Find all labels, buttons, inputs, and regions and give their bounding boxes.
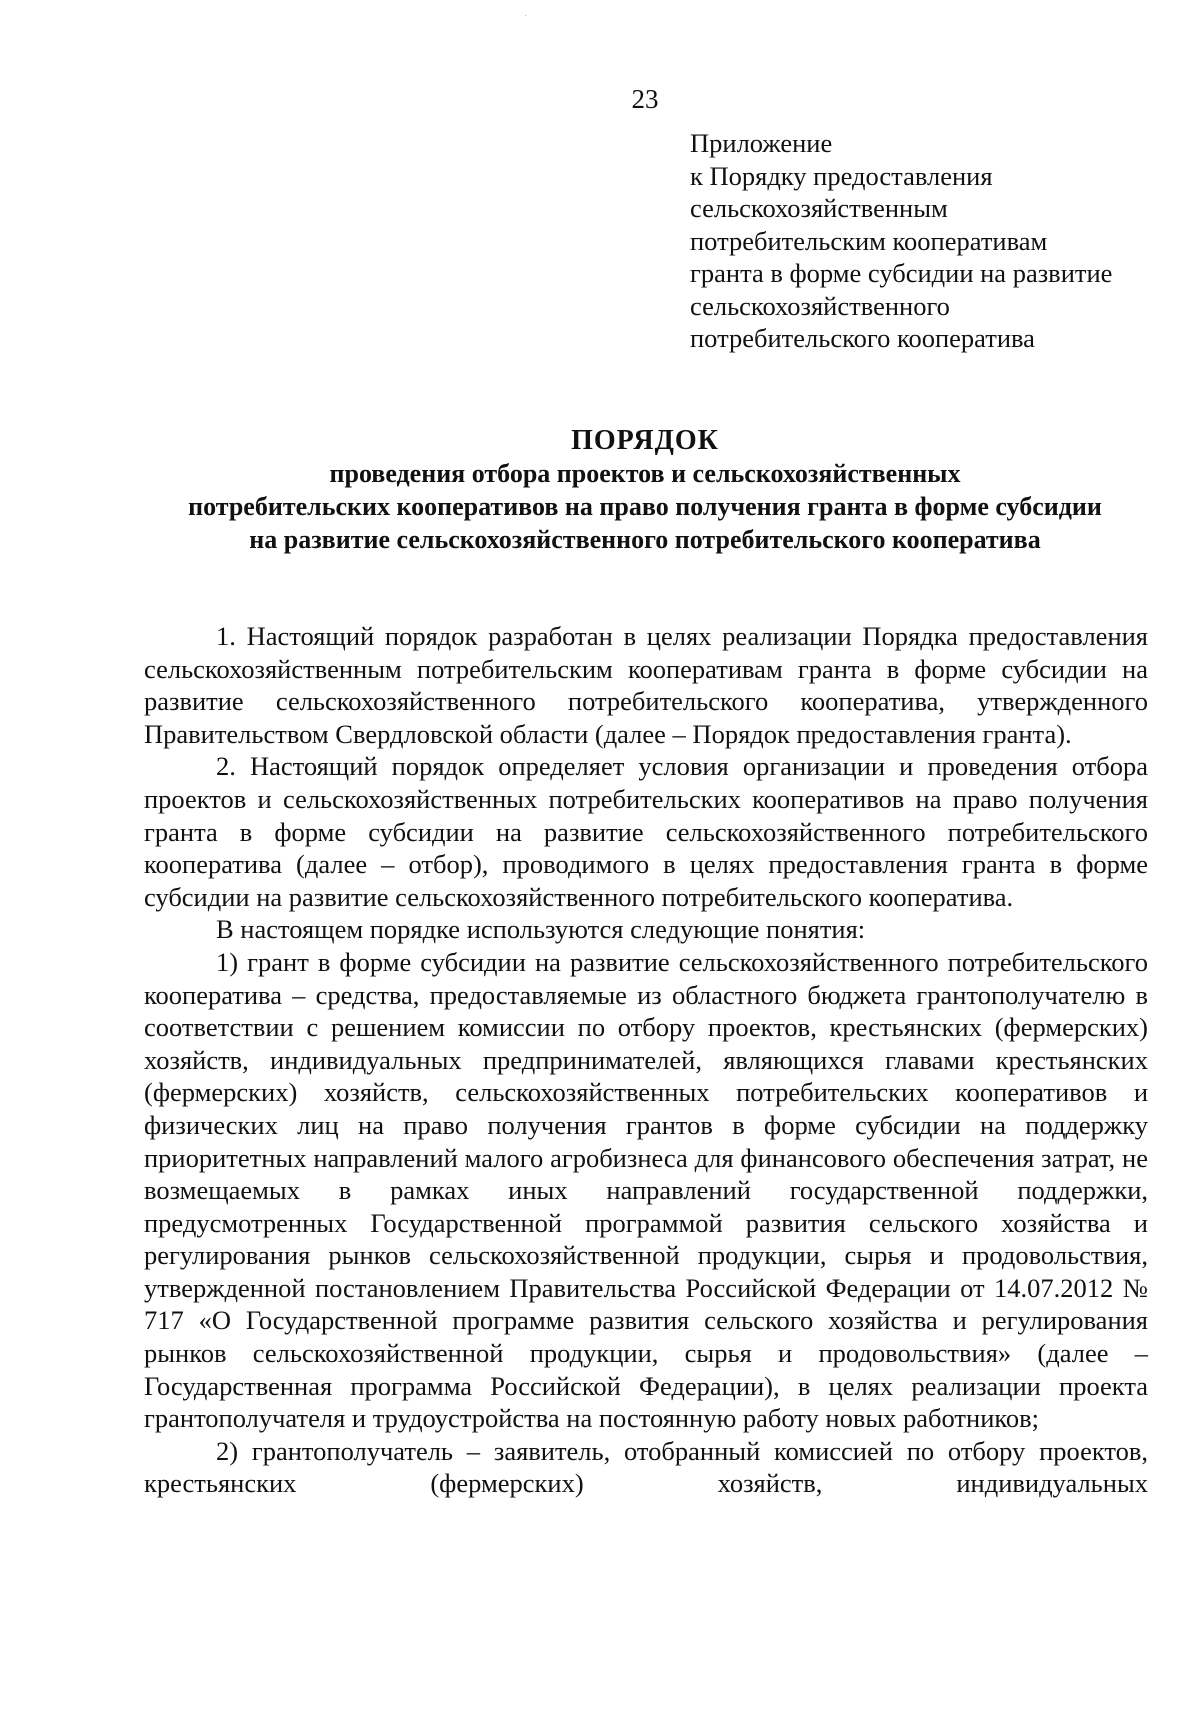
appendix-note [690,127,1180,355]
paragraph-definition-1: 1) грант в форме субсидии на развитие сельскохозяйственного потребительского кооператива – средства, предоставляемые из областного бюджета грантополучателю в соответствии с решением комиссии по отбору проектов, крестьянских (фермерских) хозяйств, индивидуальных предпринимателей, являющихся главами крестьянских (фермерских) хозяйств, сельскохозяйственных потребительских кооперативов и физических лиц на право получения грантов в форме субсидии на поддержку приоритетных направлений малого агробизнеса для финансового обеспечения затрат, не возмещаемых в рамках иных направлений государственной поддержки, предусмотренных Государственной программой развития сельского хозяйства и регулирования рынков сельскохозяйственной продукции, сырья и продовольствия, утвержденной постановлением Правительства Российской Федерации от 14.07.2012 № 717 «О Государственной программе развития сельского хозяйства и регулирования рынков сельскохозяйственной продукции, сырья и продовольствия» (далее – Государственная программа Российской Федерации), в целях реализации проекта грантополучателя и трудоустройства на постоянную работу новых работников; [144,946,1148,1434]
document-title [140,424,1150,556]
paragraph-definitions-intro: В настоящем порядке используются следующие понятия: [216,914,866,945]
paragraph-1: 1. Настоящий порядок разработан в целях реализации Порядка предоставления сельскохозяйственным потребительским кооперативам гранта в форме субсидии на развитие сельскохозяйственного потребительского кооператива, утвержденного Правительством Свердловской области (далее – Порядок предоставления гранта). [144,621,1148,749]
paragraph-definition-2: 2) грантополучатель – заявитель, отобранный комиссией по отбору проектов, крестьянских (фермерских) хозяйств, индивидуальных [144,1435,1148,1499]
paragraph-2: 2. Настоящий порядок определяет условия организации и проведения отбора проектов и сельскохозяйственных потребительских кооперативов на право получения гранта в форме субсидии на развитие сельскохозяйственного потребительского кооператива (далее – отбор), проводимого в целях предоставления гранта в форме субсидии на развитие сельскохозяйственного потребительского кооператива. [144,751,1148,912]
title-main: ПОРЯДОК [571,425,719,456]
scan-speck: ˙ [524,14,528,25]
appendix-line: Приложение [690,128,833,158]
appendix-line: к Порядку предоставления [690,160,993,191]
appendix-line: сельскохозяйственного [690,290,950,321]
appendix-line: гранта в форме субсидии на развитие [690,258,1113,288]
title-subtitle-line: проведения отбора проектов и сельскохозяйственных [329,459,961,488]
page-number: 23 [631,84,659,114]
title-subtitle-line: потребительских кооперативов на право получения гранта в форме субсидии [188,492,1102,521]
appendix-line: сельскохозяйственным [690,193,948,223]
appendix-line: потребительским кооперативам [690,225,1048,256]
appendix-line: потребительского кооператива [690,323,1035,353]
title-subtitle-line: на развитие сельскохозяйственного потребительского кооператива [249,525,1041,554]
document-body [144,620,1148,1500]
